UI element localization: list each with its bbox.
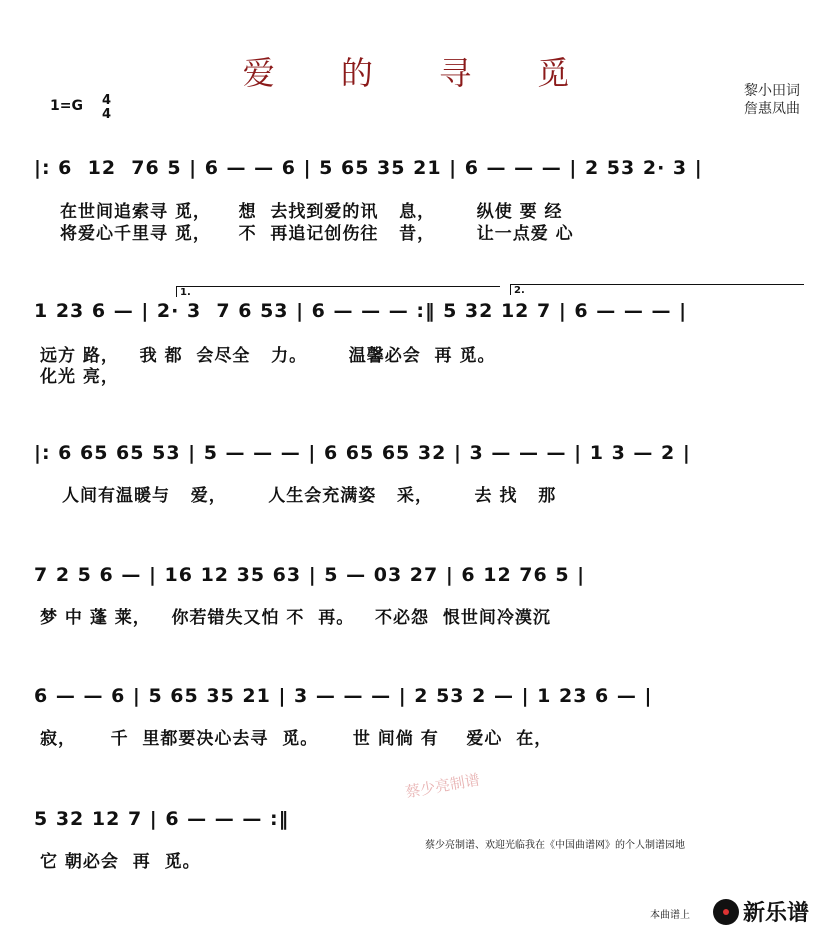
notation-row-3 [34,442,804,470]
site-logo [713,896,809,927]
notation-row-6 [34,808,804,836]
notes-line: 6 — — 6 | 5 65 35 21 | 3 — — — | 2 53 2 — | 1 23 6 — | [34,685,653,707]
disc-icon [713,899,739,925]
lyric-line: 它 朝必会 再 觅。 [40,852,201,872]
time-signature [102,94,111,122]
meter-bottom: 4 [102,107,112,122]
composer-credit: 詹惠凤曲 [744,101,800,117]
lyricist-credit: 黎小田词 [744,83,800,99]
lyric-line: 人间有温暖与 爱， 人生会充满姿 采， 去 找 那 [62,486,557,506]
lyric-line: 化光 亮， [40,367,119,387]
page-title: 爱 的 寻 觅 [242,54,598,92]
notes-line: |: 6 12 76 5 | 6 — — 6 | 5 65 35 21 | 6 — — — | 2 53 2· 3 | [34,157,703,179]
notation-row-5 [34,685,804,713]
footnote: 蔡少亮制谱、欢迎光临我在《中国曲谱网》的个人制谱园地 [425,840,685,851]
notation-row-2 [34,300,804,328]
meter-top: 4 [102,93,112,108]
volta-1: 1. [176,286,500,297]
lyric-line: 寂， 千 里都要决心去寻 觅。 世 间倘 有 爱心 在， [40,729,553,749]
notes-line: 7 2 5 6 — | 16 12 35 63 | 5 — 03 27 | 6 12 76 5 | [34,564,586,586]
notes-line: 1 23 6 — | 2· 3 7 6 53 | 6 — — — :‖ 5 32 12 7 | 6 — — — | [34,300,688,322]
key-signature: 1=G [50,98,83,114]
lyric-line: 远方 路， 我 都 会尽全 力。 温馨必会 再 觅。 [40,346,496,366]
volta-2: 2. [510,284,804,295]
lyric-line: 在世间追索寻 觅， 想 去找到爱的讯 息， 纵使 要 经 [60,202,563,222]
source-label: 本曲谱上 [650,910,690,921]
notation-row-4 [34,564,804,592]
lyric-line: 将爱心千里寻 觅， 不 再追记创伤往 昔， 让一点爱 心 [60,224,574,244]
watermark: 蔡少亮制谱 [404,770,482,802]
notes-line: |: 6 65 65 53 | 5 — — — | 6 65 65 32 | 3 — — — | 1 3 — 2 | [34,442,691,464]
notation-row-1 [34,157,804,185]
logo-text: 新乐谱 [743,901,810,926]
notes-line: 5 32 12 7 | 6 — — — :‖ [34,808,290,830]
lyric-line: 梦 中 蓬 莱， 你若错失又怕 不 再。 不必怨 恨世间冷漠沉 [40,608,551,628]
